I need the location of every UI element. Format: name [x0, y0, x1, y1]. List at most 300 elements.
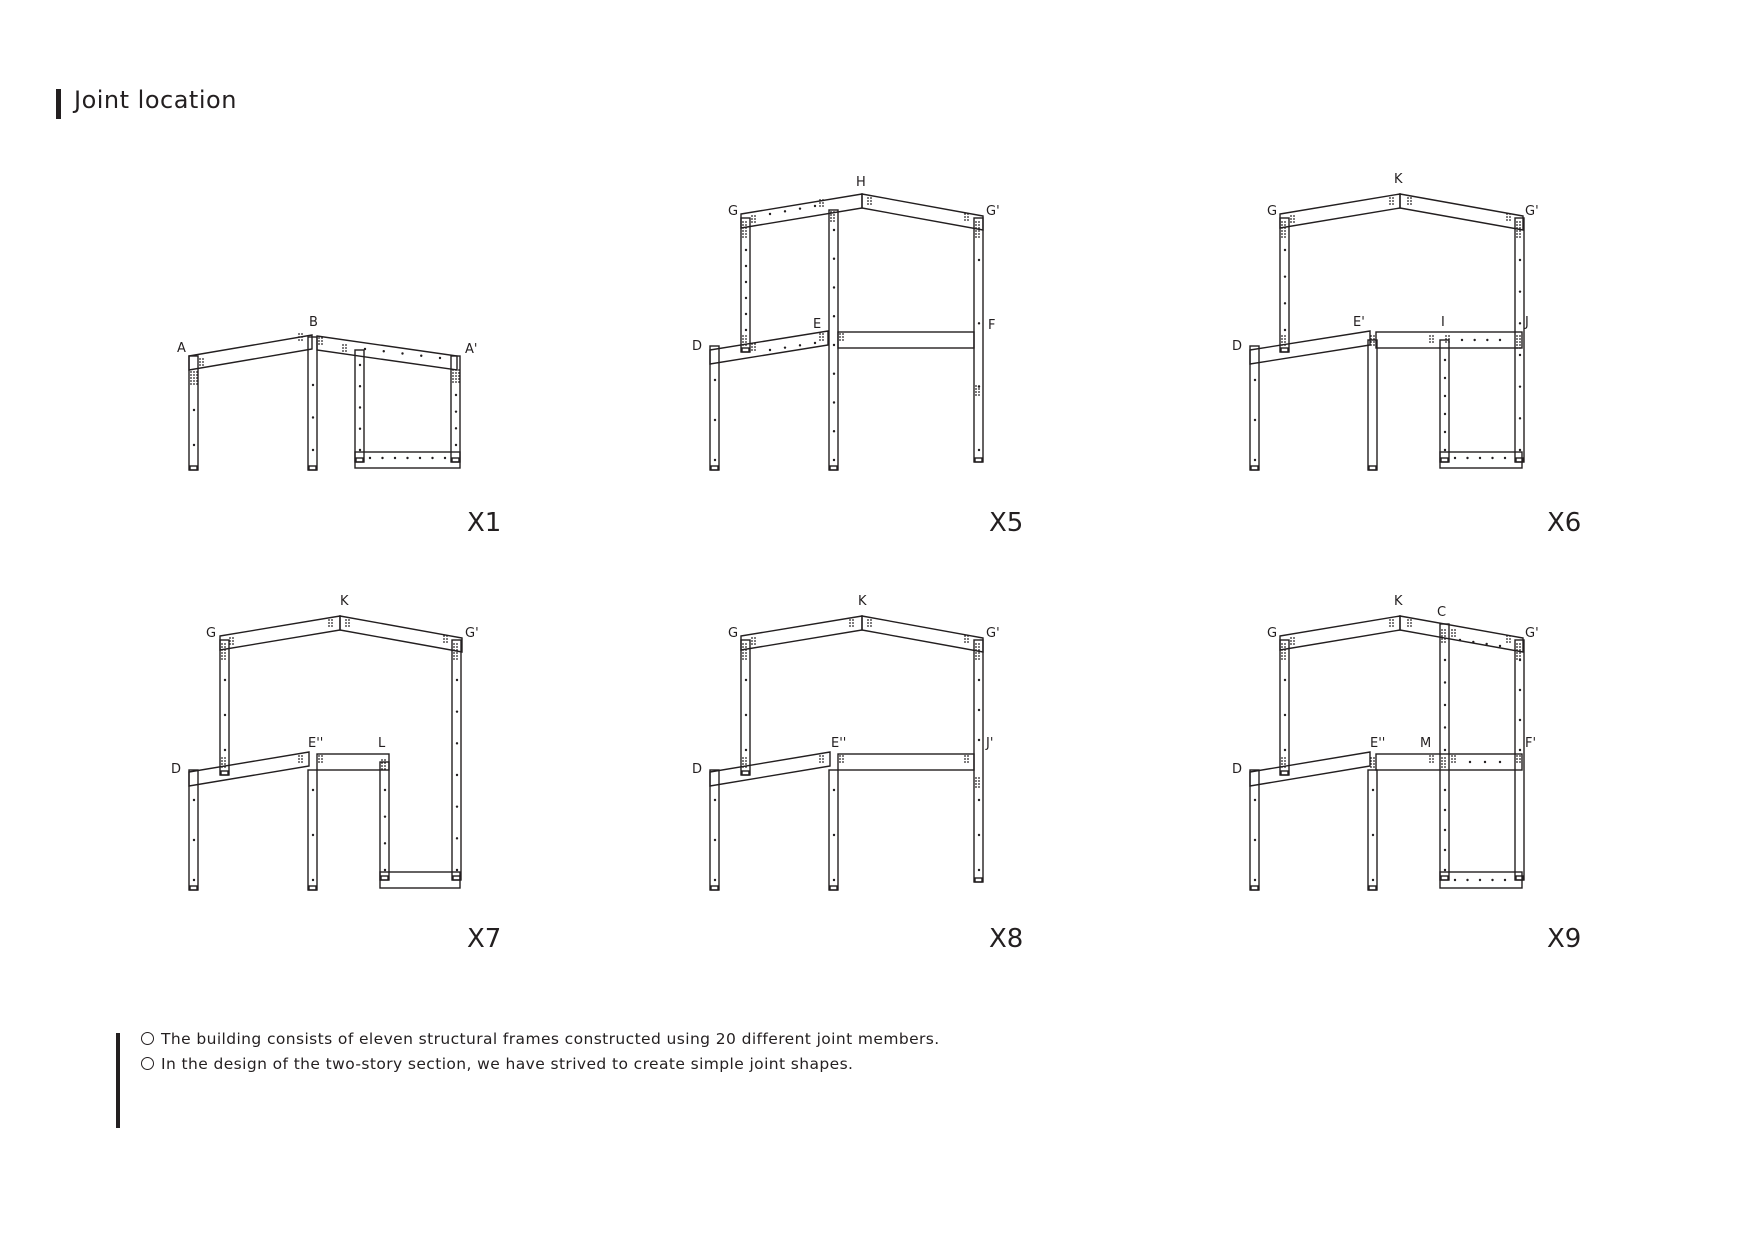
bolt: [193, 371, 195, 373]
frame-id-x8: X8: [989, 924, 1024, 954]
bolt: [1372, 879, 1374, 881]
bolt: [1519, 649, 1521, 651]
bolt: [453, 646, 455, 648]
base-plate: [1369, 466, 1376, 470]
bolt: [1281, 658, 1283, 660]
bolt: [1290, 637, 1292, 639]
bolt: [443, 641, 445, 643]
sloped-beam: [220, 616, 340, 650]
bolt: [455, 369, 457, 371]
bolt: [839, 758, 841, 760]
bolt: [751, 643, 753, 645]
bolt: [1290, 215, 1292, 217]
bolt: [1372, 789, 1374, 791]
bolt: [822, 205, 824, 207]
bolt: [975, 649, 977, 651]
bolt: [321, 337, 323, 339]
bolt: [1284, 643, 1286, 645]
bolt: [196, 374, 198, 376]
bolt: [1293, 643, 1295, 645]
bolt: [1451, 761, 1453, 763]
bolt: [1284, 329, 1286, 331]
bolt: [458, 381, 460, 383]
bolt: [1429, 341, 1431, 343]
bolt: [456, 646, 458, 648]
bolt: [1454, 635, 1456, 637]
bolt: [1254, 799, 1256, 801]
bolt: [975, 652, 977, 654]
bolt: [190, 374, 192, 376]
bolt: [1444, 789, 1446, 791]
bolt: [833, 217, 835, 219]
bolt: [196, 377, 198, 379]
joint-label: C: [1437, 605, 1447, 620]
bolt: [742, 233, 744, 235]
bolt: [1444, 704, 1446, 706]
bolt: [964, 213, 966, 215]
bolt: [401, 352, 403, 354]
joint-label: G: [728, 626, 739, 641]
bolt: [1444, 641, 1446, 643]
bolt: [745, 649, 747, 651]
bolt: [345, 622, 347, 624]
bolt: [301, 333, 303, 335]
bolt: [754, 215, 756, 217]
bolt: [328, 622, 330, 624]
column-member: [1280, 218, 1289, 352]
bolt: [784, 346, 786, 348]
base-plate: [711, 466, 718, 470]
bolt: [751, 215, 753, 217]
bolt: [456, 805, 458, 807]
frame-id-x9: X9: [1547, 924, 1582, 954]
bolt: [745, 749, 747, 751]
bolt: [199, 358, 201, 360]
bolt: [1432, 758, 1434, 760]
bolt: [1293, 637, 1295, 639]
bolt: [1284, 224, 1286, 226]
frame-x8: [692, 594, 1000, 890]
bolt: [745, 338, 747, 340]
bolt: [1519, 758, 1521, 760]
bolt: [1254, 459, 1256, 461]
bolt: [453, 658, 455, 660]
bolt: [833, 229, 835, 231]
bolt: [975, 233, 977, 235]
bolt: [1444, 638, 1446, 640]
bolt: [321, 761, 323, 763]
bolt: [1284, 341, 1286, 343]
bolt: [1444, 829, 1446, 831]
bolt: [842, 758, 844, 760]
bolt: [455, 381, 457, 383]
bolt: [799, 344, 801, 346]
joint-label: E'': [1370, 736, 1386, 751]
bolt: [1445, 338, 1447, 340]
bolt: [345, 625, 347, 627]
bolt: [331, 625, 333, 627]
bolt: [754, 643, 756, 645]
bolt: [745, 329, 747, 331]
bolt: [1284, 302, 1286, 304]
bolt: [975, 643, 977, 645]
bolt: [384, 765, 386, 767]
bolt: [849, 622, 851, 624]
bolt: [1509, 216, 1511, 218]
joint-label: H: [856, 175, 866, 190]
base-plate: [830, 466, 837, 470]
bolt: [964, 755, 966, 757]
bolt: [822, 761, 824, 763]
bolt: [842, 339, 844, 341]
joint-label: A': [465, 342, 478, 357]
bolt: [458, 378, 460, 380]
bolt: [1516, 646, 1518, 648]
bolt: [1519, 761, 1521, 763]
bolt: [1373, 344, 1375, 346]
bolt: [742, 335, 744, 337]
frame-id-x5: X5: [989, 508, 1024, 538]
bolt: [745, 341, 747, 343]
base-plate: [309, 886, 316, 890]
bolt: [193, 377, 195, 379]
bolt: [1281, 760, 1283, 762]
bolt: [196, 371, 198, 373]
bolt: [1506, 641, 1508, 643]
bolt: [867, 619, 869, 621]
bolt: [714, 419, 716, 421]
sloped-beam: [1280, 616, 1400, 650]
bolt: [1284, 757, 1286, 759]
bolt: [1486, 339, 1488, 341]
bolt: [1284, 233, 1286, 235]
bolt: [819, 755, 821, 757]
bolt: [1441, 641, 1443, 643]
bolt: [1451, 635, 1453, 637]
bolt: [1516, 221, 1518, 223]
bolt: [1370, 760, 1372, 762]
bolt: [745, 335, 747, 337]
bolt: [1429, 755, 1431, 757]
bolt: [1281, 646, 1283, 648]
joint-label: E'': [831, 736, 847, 751]
bolt: [359, 428, 361, 430]
bolt: [1441, 638, 1443, 640]
bolt: [1429, 335, 1431, 337]
bolt: [446, 638, 448, 640]
bolt: [301, 758, 303, 760]
bolt: [964, 641, 966, 643]
bolt: [1461, 339, 1463, 341]
circle-bullet-icon: [141, 1057, 154, 1070]
bolt: [1519, 344, 1521, 346]
bolt: [1516, 344, 1518, 346]
bolt: [1499, 339, 1501, 341]
bolt: [1281, 344, 1283, 346]
column-member: [1368, 770, 1377, 890]
bolt: [384, 815, 386, 817]
bolt: [1389, 200, 1391, 202]
bolt: [1444, 431, 1446, 433]
bolt: [978, 799, 980, 801]
bolt: [1281, 224, 1283, 226]
base-plate: [190, 466, 197, 470]
notes-accent-bar: [116, 1033, 120, 1128]
bolt: [742, 224, 744, 226]
bolt: [381, 457, 383, 459]
bolt: [833, 789, 835, 791]
bolt: [842, 755, 844, 757]
bolt: [978, 224, 980, 226]
bolt: [221, 757, 223, 759]
bolt: [1370, 757, 1372, 759]
bolt: [456, 655, 458, 657]
sloped-beam: [1400, 616, 1523, 652]
bolt: [1290, 640, 1292, 642]
bolt: [978, 834, 980, 836]
bolt: [1509, 638, 1511, 640]
bolt: [745, 646, 747, 648]
bolt: [359, 406, 361, 408]
bolt: [359, 385, 361, 387]
bolt: [1519, 227, 1521, 229]
bolt: [1444, 635, 1446, 637]
bolt: [345, 347, 347, 349]
bolt: [1370, 338, 1372, 340]
joint-label: G': [465, 626, 479, 641]
bolt: [446, 635, 448, 637]
bolt: [833, 459, 835, 461]
bolt: [1389, 197, 1391, 199]
bolt: [328, 625, 330, 627]
bolt: [1290, 218, 1292, 220]
base-plate: [453, 876, 460, 880]
bolt: [1519, 230, 1521, 232]
bolt: [978, 658, 980, 660]
bolt: [458, 372, 460, 374]
bolt: [769, 213, 771, 215]
joint-label: D: [692, 339, 703, 354]
bolt: [456, 658, 458, 660]
bolt: [745, 766, 747, 768]
bolt: [224, 763, 226, 765]
bolt: [1392, 197, 1394, 199]
bolt: [318, 343, 320, 345]
bolt: [822, 202, 824, 204]
joint-label: I: [1441, 315, 1445, 330]
bolt: [978, 233, 980, 235]
bolt: [384, 759, 386, 761]
column-member: [1250, 770, 1259, 890]
bolt: [1516, 341, 1518, 343]
bolt: [978, 388, 980, 390]
bolt: [1519, 221, 1521, 223]
bolt: [1281, 338, 1283, 340]
bolt: [745, 249, 747, 251]
bolt: [742, 221, 744, 223]
bolt: [867, 200, 869, 202]
column-member: [710, 346, 719, 470]
bolt: [978, 739, 980, 741]
bolt: [298, 755, 300, 757]
circle-bullet-icon: [141, 1032, 154, 1045]
bolt: [1519, 224, 1521, 226]
bolt: [456, 837, 458, 839]
bolt: [224, 655, 226, 657]
joint-label: K: [1394, 172, 1403, 187]
bolt: [870, 197, 872, 199]
joint-label: A: [177, 341, 186, 356]
bolt: [1284, 275, 1286, 277]
joint-label: K: [340, 594, 349, 609]
bolt: [1516, 649, 1518, 651]
bolt: [742, 227, 744, 229]
bolt: [394, 457, 396, 459]
joint-label: G: [728, 204, 739, 219]
bolt: [751, 218, 753, 220]
column-member: [220, 640, 229, 775]
bolt: [849, 625, 851, 627]
sloped-beam: [862, 194, 983, 230]
note-text: The building consists of eleven structural frames constructed using 20 different joint members.: [161, 1030, 940, 1048]
joint-label: G: [1267, 204, 1278, 219]
bolt: [1410, 622, 1412, 624]
base-plate: [1281, 771, 1288, 775]
column-member: [451, 356, 460, 462]
bolt: [1451, 632, 1453, 634]
bolt: [1516, 347, 1518, 349]
bolt: [1519, 689, 1521, 691]
bolt: [321, 340, 323, 342]
bolt: [224, 766, 226, 768]
bolt: [1444, 849, 1446, 851]
bolt: [1448, 335, 1450, 337]
bolt: [455, 427, 457, 429]
bolt: [745, 344, 747, 346]
bolt: [870, 622, 872, 624]
joint-label: D: [171, 762, 182, 777]
frame-x6: [1232, 172, 1539, 470]
bolt: [452, 375, 454, 377]
bolt: [1254, 379, 1256, 381]
bolt: [1392, 203, 1394, 205]
bolt: [1392, 200, 1394, 202]
bolt: [1284, 338, 1286, 340]
bolt: [1451, 758, 1453, 760]
bolt: [1407, 619, 1409, 621]
bolt: [978, 649, 980, 651]
bolt: [1410, 619, 1412, 621]
joint-label: E'': [308, 736, 324, 751]
bolt: [1441, 635, 1443, 637]
bolt: [745, 265, 747, 267]
bolt: [202, 364, 204, 366]
column-member: [189, 356, 198, 470]
bolt: [193, 380, 195, 382]
bolt: [1373, 763, 1375, 765]
bolt: [978, 221, 980, 223]
bolt: [784, 210, 786, 212]
bolt: [1290, 643, 1292, 645]
bolt: [1451, 629, 1453, 631]
bolt: [1519, 354, 1521, 356]
bolt: [193, 879, 195, 881]
bolt: [1281, 236, 1283, 238]
bolt: [1444, 757, 1446, 759]
bolt: [453, 655, 455, 657]
bolt: [455, 375, 457, 377]
frame-x1: [177, 315, 477, 470]
bolt: [443, 638, 445, 640]
bolt: [1432, 755, 1434, 757]
bolt: [978, 655, 980, 657]
bolt: [1509, 641, 1511, 643]
column-member: [741, 218, 750, 352]
bolt: [1373, 766, 1375, 768]
bolt: [1370, 335, 1372, 337]
note-text: In the design of the two-story section, we have strived to create simple joint shapes.: [161, 1055, 854, 1073]
base-plate: [1441, 458, 1448, 462]
bolt: [964, 216, 966, 218]
bolt: [1519, 643, 1521, 645]
bolt: [978, 783, 980, 785]
joint-label: G': [986, 204, 1000, 219]
column-member: [1250, 346, 1259, 470]
bolt: [420, 355, 422, 357]
bolt: [745, 643, 747, 645]
bolt: [1432, 338, 1434, 340]
sloped-beam: [1400, 194, 1523, 230]
bolt: [1516, 643, 1518, 645]
bolt: [312, 789, 314, 791]
bolt: [1429, 761, 1431, 763]
bolt: [1432, 341, 1434, 343]
bolt: [381, 759, 383, 761]
bolt: [814, 205, 816, 207]
bolt: [1519, 755, 1521, 757]
bolt: [742, 643, 744, 645]
bolt: [1519, 236, 1521, 238]
sloped-beam: [1250, 752, 1370, 786]
bolt: [431, 457, 433, 459]
bolt: [978, 394, 980, 396]
bolt: [833, 373, 835, 375]
sloped-beam: [710, 752, 830, 786]
frame-x7: [171, 594, 479, 890]
bolt: [833, 430, 835, 432]
bolt: [751, 221, 753, 223]
frame-x9: [1232, 594, 1539, 890]
bolt: [833, 879, 835, 881]
bolt: [819, 199, 821, 201]
bolt: [967, 641, 969, 643]
joint-label: K: [1394, 594, 1403, 609]
joint-label: G: [1267, 626, 1278, 641]
bolt: [975, 221, 977, 223]
column-member: [741, 640, 750, 775]
base-plate: [742, 771, 749, 775]
bolt: [1454, 629, 1456, 631]
bolt: [978, 391, 980, 393]
bolt: [1284, 230, 1286, 232]
bolt: [301, 336, 303, 338]
bolt: [819, 336, 821, 338]
bolt: [1444, 760, 1446, 762]
bolt: [1506, 213, 1508, 215]
bolt: [298, 339, 300, 341]
bolt: [822, 758, 824, 760]
joint-label: D: [692, 762, 703, 777]
